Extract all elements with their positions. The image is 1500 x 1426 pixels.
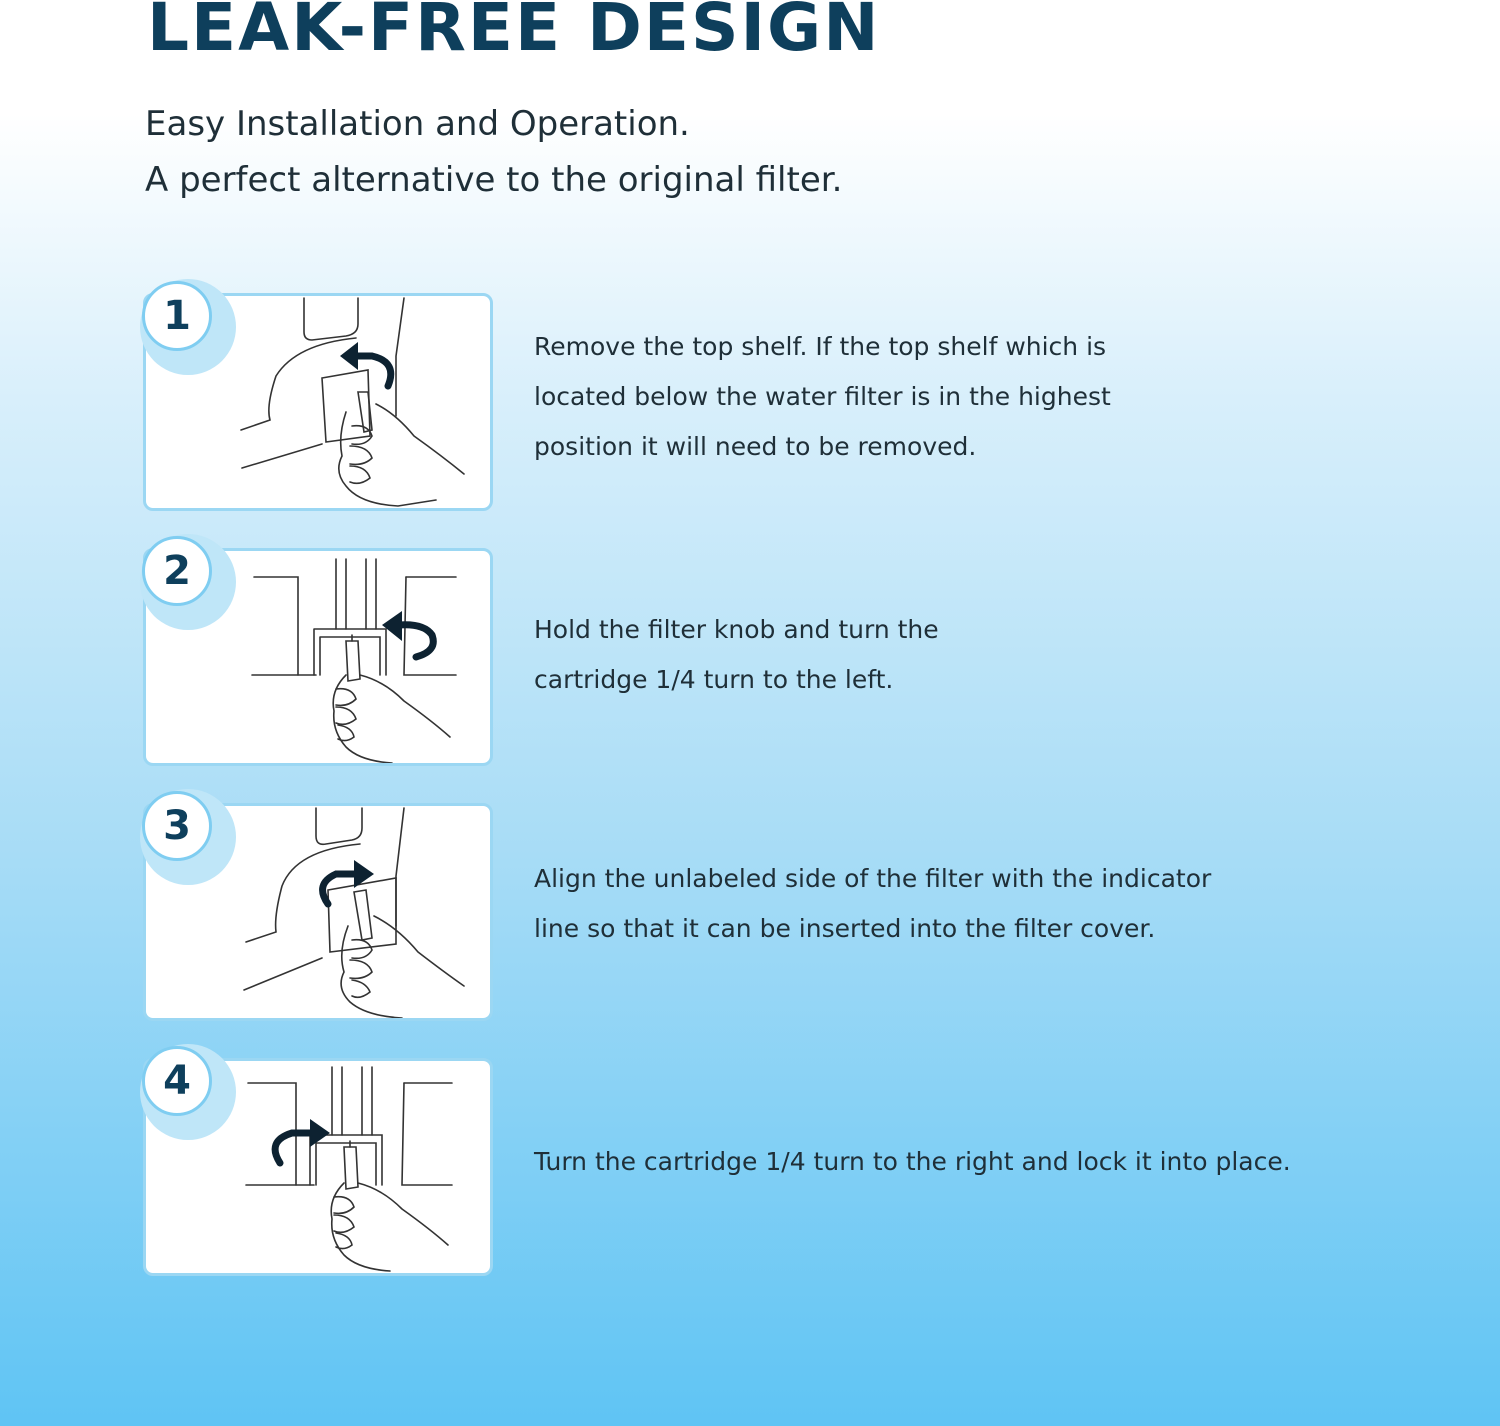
- step-2-number-badge: 2: [142, 536, 212, 606]
- page-title: LEAK-FREE DESIGN: [147, 0, 881, 66]
- step-1-line-3: position it will need to be removed.: [534, 432, 977, 461]
- step-4-line-1: Turn the cartridge 1/4 turn to the right and lock it into place.: [534, 1147, 1291, 1176]
- step-3-line-1: Align the unlabeled side of the filter with the indicator: [534, 864, 1212, 893]
- subtitle-line-2: A perfect alternative to the original filter.: [145, 160, 843, 200]
- step-4-description: [534, 1137, 1434, 1187]
- step-1-description: [534, 322, 1434, 472]
- step-3-line-2: line so that it can be inserted into the filter cover.: [534, 914, 1156, 943]
- subtitle-line-1: Easy Installation and Operation.: [145, 104, 690, 144]
- step-1-number-badge: 1: [142, 281, 212, 351]
- step-3-number-badge: 3: [142, 791, 212, 861]
- step-2-description: [534, 605, 1434, 705]
- step-2-line-2: cartridge 1/4 turn to the left.: [534, 665, 894, 694]
- step-2-line-1: Hold the filter knob and turn the: [534, 615, 939, 644]
- step-3-description: [534, 854, 1434, 954]
- step-1-line-1: Remove the top shelf. If the top shelf which is: [534, 332, 1107, 361]
- step-4-number-badge: 4: [142, 1046, 212, 1116]
- step-1-line-2: located below the water filter is in the highest: [534, 382, 1111, 411]
